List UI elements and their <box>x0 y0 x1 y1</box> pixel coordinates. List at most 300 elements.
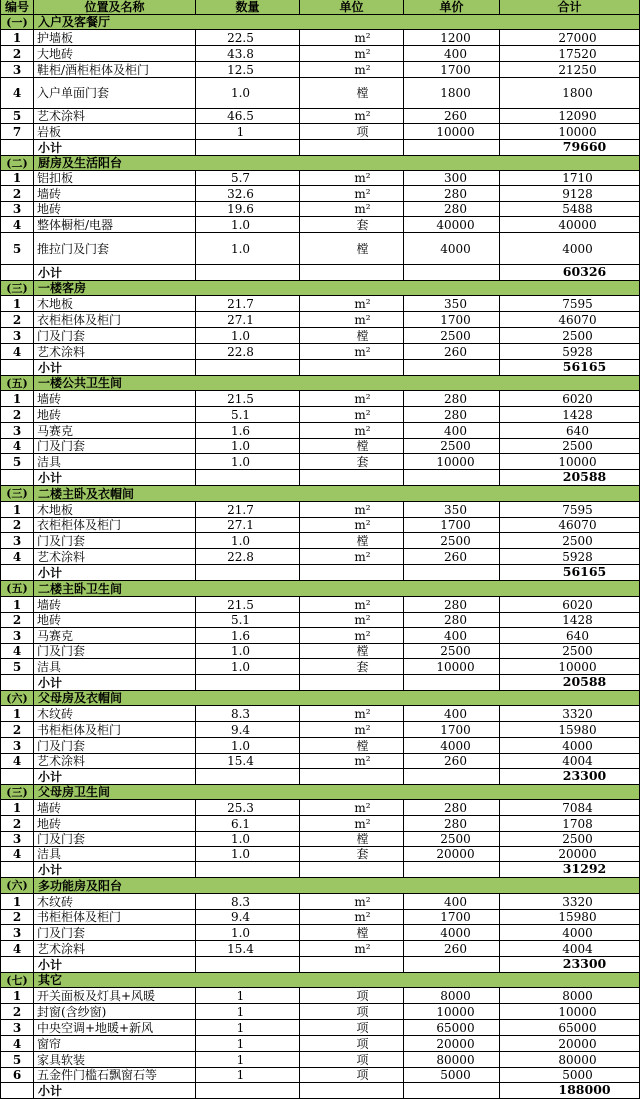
item-name: 艺术涂料 <box>34 109 196 124</box>
item-no: 2 <box>0 722 34 738</box>
item-price: 10000 <box>404 1004 500 1020</box>
section-title: 父母房及衣帽间 <box>34 691 640 706</box>
item-qty: 12.5 <box>196 62 300 78</box>
item-name: 木纹砖 <box>34 894 196 910</box>
item-name: 门及门套 <box>34 644 196 659</box>
item-qty: 1.6 <box>196 628 300 644</box>
item-price: 1200 <box>404 30 500 46</box>
item-total: 9128 <box>500 186 640 202</box>
item-total: 1800 <box>500 78 640 109</box>
item-total: 20000 <box>500 847 640 862</box>
item-no: 3 <box>0 533 34 549</box>
item-name: 墙砖 <box>34 800 196 816</box>
item-no: 4 <box>0 78 34 109</box>
item-qty: 1 <box>196 1004 300 1020</box>
table-row <box>0 62 640 78</box>
item-qty: 1.0 <box>196 533 300 549</box>
item-name: 门及门套 <box>34 738 196 754</box>
item-unit: m² <box>300 722 404 738</box>
item-price: 1700 <box>404 910 500 925</box>
item-price: 1700 <box>404 518 500 533</box>
table-row <box>0 816 640 832</box>
subtotal-unit <box>300 265 404 281</box>
subtotal-no <box>0 360 34 376</box>
item-qty: 1.6 <box>196 423 300 439</box>
item-no: 5 <box>0 233 34 265</box>
item-price: 5000 <box>404 1068 500 1083</box>
section-row <box>0 973 640 988</box>
item-qty: 25.3 <box>196 800 300 816</box>
table-row <box>0 296 640 312</box>
item-price: 8000 <box>404 988 500 1004</box>
item-unit: 项 <box>300 988 404 1004</box>
item-no: 1 <box>0 30 34 46</box>
subtotal-label: 小计 <box>34 1083 196 1099</box>
section-code: (五) <box>0 376 34 391</box>
item-unit: m² <box>300 706 404 722</box>
subtotal-unit <box>300 1083 404 1099</box>
table-row <box>0 628 640 644</box>
item-name: 窗帘 <box>34 1036 196 1052</box>
table-row <box>0 722 640 738</box>
item-qty: 1.0 <box>196 847 300 862</box>
item-price: 80000 <box>404 1052 500 1068</box>
table-row <box>0 124 640 140</box>
item-no: 3 <box>0 832 34 847</box>
item-total: 10000 <box>500 659 640 675</box>
subtotal-value: 20588 <box>500 470 640 486</box>
item-name: 门及门套 <box>34 925 196 941</box>
item-unit: 樘 <box>300 832 404 847</box>
item-unit: 樘 <box>300 533 404 549</box>
section-title: 多功能房及阳台 <box>34 878 640 894</box>
item-qty: 5.1 <box>196 613 300 628</box>
section-code: (六) <box>0 691 34 706</box>
table-row <box>0 988 640 1004</box>
table-row <box>0 186 640 202</box>
item-total: 10000 <box>500 454 640 470</box>
table-row <box>0 391 640 407</box>
item-total: 15980 <box>500 910 640 925</box>
item-unit: m² <box>300 109 404 124</box>
table-row <box>0 328 640 344</box>
item-no: 1 <box>0 391 34 407</box>
item-unit: m² <box>300 186 404 202</box>
item-unit: 项 <box>300 1004 404 1020</box>
subtotal-value: 56165 <box>500 360 640 376</box>
item-unit: m² <box>300 910 404 925</box>
item-no: 4 <box>0 847 34 862</box>
subtotal-no <box>0 265 34 281</box>
item-unit: m² <box>300 202 404 217</box>
item-price: 400 <box>404 894 500 910</box>
item-price: 1700 <box>404 62 500 78</box>
item-price: 1700 <box>404 312 500 328</box>
item-no: 1 <box>0 171 34 186</box>
item-name: 艺术涂料 <box>34 344 196 360</box>
item-name: 大地砖 <box>34 46 196 62</box>
item-total: 65000 <box>500 1020 640 1036</box>
item-no: 2 <box>0 312 34 328</box>
item-unit: m² <box>300 171 404 186</box>
item-total: 5000 <box>500 1068 640 1083</box>
subtotal-no <box>0 1083 34 1099</box>
table-row <box>0 800 640 816</box>
item-unit: 项 <box>300 1068 404 1083</box>
item-price: 20000 <box>404 1036 500 1052</box>
table-row <box>0 233 640 265</box>
subtotal-row <box>0 769 640 785</box>
item-price: 260 <box>404 344 500 360</box>
item-price: 280 <box>404 816 500 832</box>
item-total: 6020 <box>500 391 640 407</box>
subtotal-label: 小计 <box>34 360 196 376</box>
item-qty: 5.7 <box>196 171 300 186</box>
subtotal-row <box>0 470 640 486</box>
item-unit: m² <box>300 62 404 78</box>
item-unit: 项 <box>300 1052 404 1068</box>
section-row <box>0 281 640 296</box>
item-price: 300 <box>404 171 500 186</box>
subtotal-no <box>0 470 34 486</box>
header-no: 编号 <box>0 0 34 15</box>
table-row <box>0 312 640 328</box>
table-row <box>0 1036 640 1052</box>
item-qty: 22.5 <box>196 30 300 46</box>
item-qty: 46.5 <box>196 109 300 124</box>
item-total: 27000 <box>500 30 640 46</box>
section-row <box>0 486 640 502</box>
section-code: (三) <box>0 486 34 502</box>
item-name: 木地板 <box>34 502 196 518</box>
item-unit: m² <box>300 628 404 644</box>
item-no: 3 <box>0 738 34 754</box>
item-no: 4 <box>0 217 34 233</box>
subtotal-label: 小计 <box>34 565 196 581</box>
subtotal-price <box>404 957 500 973</box>
item-total: 2500 <box>500 439 640 454</box>
item-price: 4000 <box>404 738 500 754</box>
item-price: 280 <box>404 391 500 407</box>
item-no: 4 <box>0 344 34 360</box>
subtotal-value: 56165 <box>500 565 640 581</box>
subtotal-price <box>404 1083 500 1099</box>
item-qty: 1 <box>196 1036 300 1052</box>
item-price: 260 <box>404 754 500 769</box>
item-total: 4000 <box>500 233 640 265</box>
item-unit: 樘 <box>300 328 404 344</box>
item-price: 10000 <box>404 659 500 675</box>
item-name: 铝扣板 <box>34 171 196 186</box>
subtotal-value: 23300 <box>500 769 640 785</box>
item-total: 2500 <box>500 832 640 847</box>
item-no: 4 <box>0 1036 34 1052</box>
subtotal-price <box>404 769 500 785</box>
item-name: 墙砖 <box>34 597 196 613</box>
item-total: 5488 <box>500 202 640 217</box>
item-unit: 樘 <box>300 738 404 754</box>
section-row <box>0 376 640 391</box>
item-no: 5 <box>0 454 34 470</box>
item-price: 260 <box>404 941 500 957</box>
item-unit: 项 <box>300 124 404 140</box>
item-total: 6020 <box>500 597 640 613</box>
item-unit: m² <box>300 597 404 613</box>
item-name: 艺术涂料 <box>34 549 196 565</box>
item-unit: m² <box>300 46 404 62</box>
item-qty: 5.1 <box>196 407 300 423</box>
subtotal-label: 小计 <box>34 265 196 281</box>
item-qty: 1.0 <box>196 217 300 233</box>
item-unit: 套 <box>300 454 404 470</box>
item-total: 80000 <box>500 1052 640 1068</box>
item-qty: 1.0 <box>196 832 300 847</box>
item-price: 4000 <box>404 925 500 941</box>
item-total: 2500 <box>500 644 640 659</box>
subtotal-row <box>0 360 640 376</box>
item-unit: m² <box>300 423 404 439</box>
item-unit: m² <box>300 549 404 565</box>
item-qty: 27.1 <box>196 518 300 533</box>
item-qty: 32.6 <box>196 186 300 202</box>
item-price: 400 <box>404 46 500 62</box>
item-name: 门及门套 <box>34 832 196 847</box>
table-row <box>0 613 640 628</box>
subtotal-no <box>0 769 34 785</box>
item-name: 五金件门槛石飘窗石等 <box>34 1068 196 1083</box>
table-row <box>0 533 640 549</box>
item-no: 2 <box>0 1004 34 1020</box>
item-name: 封窗(含纱窗) <box>34 1004 196 1020</box>
table-row <box>0 754 640 769</box>
table-row <box>0 46 640 62</box>
item-no: 4 <box>0 941 34 957</box>
item-name: 书柜柜体及柜门 <box>34 722 196 738</box>
subtotal-price <box>404 675 500 691</box>
section-row <box>0 581 640 597</box>
table-row <box>0 644 640 659</box>
item-name: 洁具 <box>34 659 196 675</box>
item-no: 3 <box>0 202 34 217</box>
item-qty: 8.3 <box>196 706 300 722</box>
item-no: 3 <box>0 925 34 941</box>
section-title: 一楼公共卫生间 <box>34 376 640 391</box>
item-no: 1 <box>0 296 34 312</box>
item-price: 280 <box>404 800 500 816</box>
subtotal-unit <box>300 565 404 581</box>
subtotal-qty <box>196 957 300 973</box>
item-price: 20000 <box>404 847 500 862</box>
item-no: 2 <box>0 518 34 533</box>
item-total: 46070 <box>500 312 640 328</box>
subtotal-unit <box>300 140 404 156</box>
item-price: 280 <box>404 407 500 423</box>
item-unit: 樘 <box>300 925 404 941</box>
item-no: 6 <box>0 1068 34 1083</box>
subtotal-label: 小计 <box>34 675 196 691</box>
item-price: 400 <box>404 423 500 439</box>
item-name: 衣柜柜体及柜门 <box>34 312 196 328</box>
subtotal-value: 79660 <box>500 140 640 156</box>
section-title: 二楼主卧及衣帽间 <box>34 486 640 502</box>
item-unit: 樘 <box>300 644 404 659</box>
item-name: 整体橱柜/电器 <box>34 217 196 233</box>
table-row <box>0 659 640 675</box>
subtotal-qty <box>196 265 300 281</box>
item-unit: 套 <box>300 217 404 233</box>
item-no: 2 <box>0 46 34 62</box>
item-no: 4 <box>0 439 34 454</box>
section-code: (三) <box>0 281 34 296</box>
section-code: (七) <box>0 973 34 988</box>
item-name: 中央空调+地暖+新风 <box>34 1020 196 1036</box>
item-unit: m² <box>300 296 404 312</box>
item-price: 40000 <box>404 217 500 233</box>
item-qty: 21.7 <box>196 296 300 312</box>
subtotal-row <box>0 862 640 878</box>
item-name: 马赛克 <box>34 628 196 644</box>
item-name: 木地板 <box>34 296 196 312</box>
item-qty: 1 <box>196 1020 300 1036</box>
subtotal-qty <box>196 360 300 376</box>
item-qty: 1.0 <box>196 78 300 109</box>
item-total: 15980 <box>500 722 640 738</box>
item-qty: 1.0 <box>196 738 300 754</box>
item-price: 2500 <box>404 328 500 344</box>
subtotal-qty <box>196 769 300 785</box>
item-qty: 15.4 <box>196 941 300 957</box>
item-total: 2500 <box>500 533 640 549</box>
table-row <box>0 941 640 957</box>
subtotal-no <box>0 675 34 691</box>
table-row <box>0 1004 640 1020</box>
section-row <box>0 785 640 800</box>
subtotal-row <box>0 1083 640 1099</box>
subtotal-row <box>0 265 640 281</box>
item-no: 2 <box>0 816 34 832</box>
item-no: 3 <box>0 628 34 644</box>
table-row <box>0 706 640 722</box>
item-total: 7595 <box>500 296 640 312</box>
header-name: 位置及名称 <box>34 0 196 15</box>
table-row <box>0 1052 640 1068</box>
item-price: 2500 <box>404 533 500 549</box>
item-price: 280 <box>404 597 500 613</box>
item-no: 3 <box>0 423 34 439</box>
subtotal-row <box>0 565 640 581</box>
item-name: 马赛克 <box>34 423 196 439</box>
item-total: 10000 <box>500 124 640 140</box>
item-name: 地砖 <box>34 407 196 423</box>
header-unit: 单位 <box>300 0 404 15</box>
item-name: 入户单面门套 <box>34 78 196 109</box>
section-row <box>0 15 640 30</box>
item-no: 3 <box>0 1020 34 1036</box>
table-row <box>0 738 640 754</box>
item-no: 2 <box>0 910 34 925</box>
item-price: 280 <box>404 613 500 628</box>
item-qty: 1 <box>196 124 300 140</box>
item-qty: 21.7 <box>196 502 300 518</box>
item-price: 10000 <box>404 124 500 140</box>
item-price: 350 <box>404 296 500 312</box>
item-unit: m² <box>300 613 404 628</box>
item-unit: m² <box>300 30 404 46</box>
item-price: 2500 <box>404 832 500 847</box>
item-name: 木纹砖 <box>34 706 196 722</box>
table-row <box>0 30 640 46</box>
item-qty: 1 <box>196 1052 300 1068</box>
table-row <box>0 109 640 124</box>
item-total: 4004 <box>500 754 640 769</box>
table-row <box>0 171 640 186</box>
table-row <box>0 78 640 109</box>
item-unit: m² <box>300 941 404 957</box>
item-price: 400 <box>404 706 500 722</box>
table-row <box>0 832 640 847</box>
item-total: 3320 <box>500 706 640 722</box>
item-no: 5 <box>0 1052 34 1068</box>
item-qty: 1.0 <box>196 659 300 675</box>
subtotal-value: 23300 <box>500 957 640 973</box>
section-code: (五) <box>0 581 34 597</box>
item-no: 3 <box>0 62 34 78</box>
item-price: 280 <box>404 202 500 217</box>
item-no: 4 <box>0 644 34 659</box>
item-total: 20000 <box>500 1036 640 1052</box>
item-name: 洁具 <box>34 454 196 470</box>
subtotal-qty <box>196 1083 300 1099</box>
item-name: 开关面板及灯具+风暖 <box>34 988 196 1004</box>
subtotal-no <box>0 957 34 973</box>
subtotal-row <box>0 957 640 973</box>
item-no: 2 <box>0 186 34 202</box>
item-qty: 8.3 <box>196 894 300 910</box>
item-total: 10000 <box>500 1004 640 1020</box>
item-no: 4 <box>0 754 34 769</box>
item-price: 65000 <box>404 1020 500 1036</box>
item-qty: 1 <box>196 988 300 1004</box>
item-name: 鞋柜/酒柜柜体及柜门 <box>34 62 196 78</box>
item-qty: 9.4 <box>196 910 300 925</box>
item-unit: 樘 <box>300 78 404 109</box>
section-row <box>0 691 640 706</box>
item-qty: 1.0 <box>196 328 300 344</box>
subtotal-unit <box>300 862 404 878</box>
item-total: 1428 <box>500 407 640 423</box>
item-unit: m² <box>300 800 404 816</box>
item-name: 地砖 <box>34 613 196 628</box>
section-code: (三) <box>0 785 34 800</box>
item-no: 4 <box>0 549 34 565</box>
item-no: 5 <box>0 109 34 124</box>
item-qty: 21.5 <box>196 597 300 613</box>
item-total: 12090 <box>500 109 640 124</box>
subtotal-label: 小计 <box>34 957 196 973</box>
section-title: 父母房卫生间 <box>34 785 640 800</box>
item-name: 地砖 <box>34 816 196 832</box>
item-qty: 6.1 <box>196 816 300 832</box>
item-price: 1800 <box>404 78 500 109</box>
table-row <box>0 518 640 533</box>
table-row <box>0 1020 640 1036</box>
table-row <box>0 847 640 862</box>
section-title: 厨房及生活阳台 <box>34 156 640 171</box>
subtotal-qty <box>196 675 300 691</box>
item-name: 墙砖 <box>34 391 196 407</box>
header-total: 合计 <box>500 0 640 15</box>
item-name: 艺术涂料 <box>34 941 196 957</box>
